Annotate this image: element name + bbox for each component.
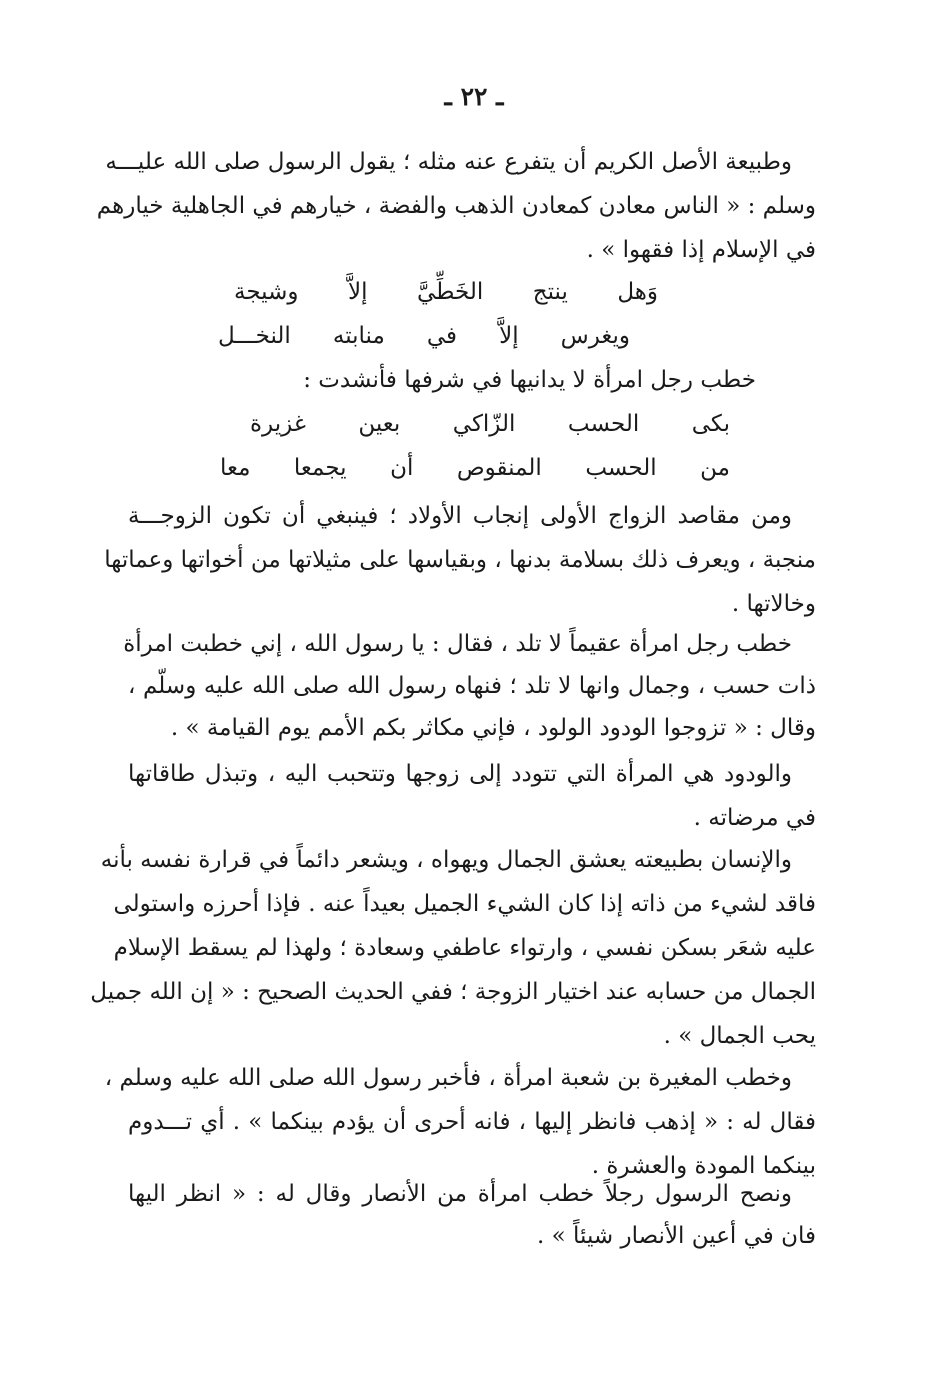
paragraph-2: خطب رجل امرأة لا يدانيها في شرفها فأنشدت :	[303, 367, 756, 393]
text-line: بينكما المودة والعشرة .	[591, 1153, 816, 1179]
text-line: ونصح الرسول رجلاً خطب امرأة من الأنصار وقال له : « انظر اليها	[128, 1181, 792, 1207]
poem-1-line-2: ويغرس إلاَّ في منابته النخـــل	[218, 323, 630, 349]
poem-1-line-1: وَهل ينتج الخَطِّيَّ إلاَّ وشيجة	[234, 279, 658, 305]
text-line: ومن مقاصد الزواج الأولى إنجاب الأولاد ؛ فينبغي أن تكون الزوجـــة	[128, 503, 792, 529]
text-line: فاقد لشيء من ذاته إذا كان الشيء الجميل بعيداً عنه . فإذا أحرزه واستولى	[113, 891, 816, 917]
text-line: والإنسان بطبيعته يعشق الجمال ويهواه ، ويشعر دائماً في قرارة نفسه بأنه	[100, 847, 792, 873]
text-line: في الإسلام إذا فقهوا » .	[586, 237, 816, 263]
text-line: فان في أعين الأنصار شيئاً » .	[537, 1223, 816, 1249]
text-line: وخالاتها .	[731, 591, 816, 617]
text-line: والودود هي المرأة التي تتودد إلى زوجها وتتحبب اليه ، وتبذل طاقاتها	[128, 761, 792, 787]
text-line: منجبة ، ويعرف ذلك بسلامة بدنها ، وبقياسها على مثيلاتها من أخواتها وعماتها	[104, 547, 816, 573]
text-line: وطبيعة الأصل الكريم أن يتفرع عنه مثله ؛ يقول الرسول صلى الله عليـــه	[105, 149, 792, 175]
text-line: عليه شعَر بسكن نفسي ، وارتواء عاطفي وسعادة ؛ ولهذا لم يسقط الإسلام	[113, 935, 816, 961]
text-line: خطب رجل امرأة عقيماً لا تلد ، فقال : يا رسول الله ، إني خطبت امرأة	[123, 631, 792, 657]
text-line: ذات حسب ، وجمال وانها لا تلد ؛ فنهاه رسول الله صلى الله عليه وسلّم ،	[128, 673, 816, 699]
text-line: وخطب المغيرة بن شعبة امرأة ، فأخبر رسول الله صلى الله عليه وسلم ،	[104, 1065, 792, 1091]
poem-2-line-2: من الحسب المنقوص أن يجمعا معا	[220, 455, 730, 481]
text-line: يحب الجمال » .	[663, 1023, 816, 1049]
text-line: وقال : « تزوجوا الودود الولود ، فإني مكاثر بكم الأمم يوم القيامة » .	[170, 715, 816, 741]
page-number: ـ ٢٢ ـ	[444, 82, 504, 111]
text-line: في مرضاته .	[693, 805, 816, 831]
text-line: الجمال من حسابه عند اختيار الزوجة ؛ ففي الحديث الصحيح : « إن الله جميل	[90, 979, 816, 1005]
text-line: وسلم : « الناس معادن كمعادن الذهب والفضة ، خيارهم في الجاهلية خيارهم	[96, 193, 816, 219]
poem-2-line-1: بكى الحسب الزّاكي بعين غزيرة	[250, 411, 730, 437]
text-line: فقال له : « إذهب فانظر إليها ، فانه أحرى أن يؤدم بينكما » . أي تـــدوم	[128, 1109, 816, 1135]
